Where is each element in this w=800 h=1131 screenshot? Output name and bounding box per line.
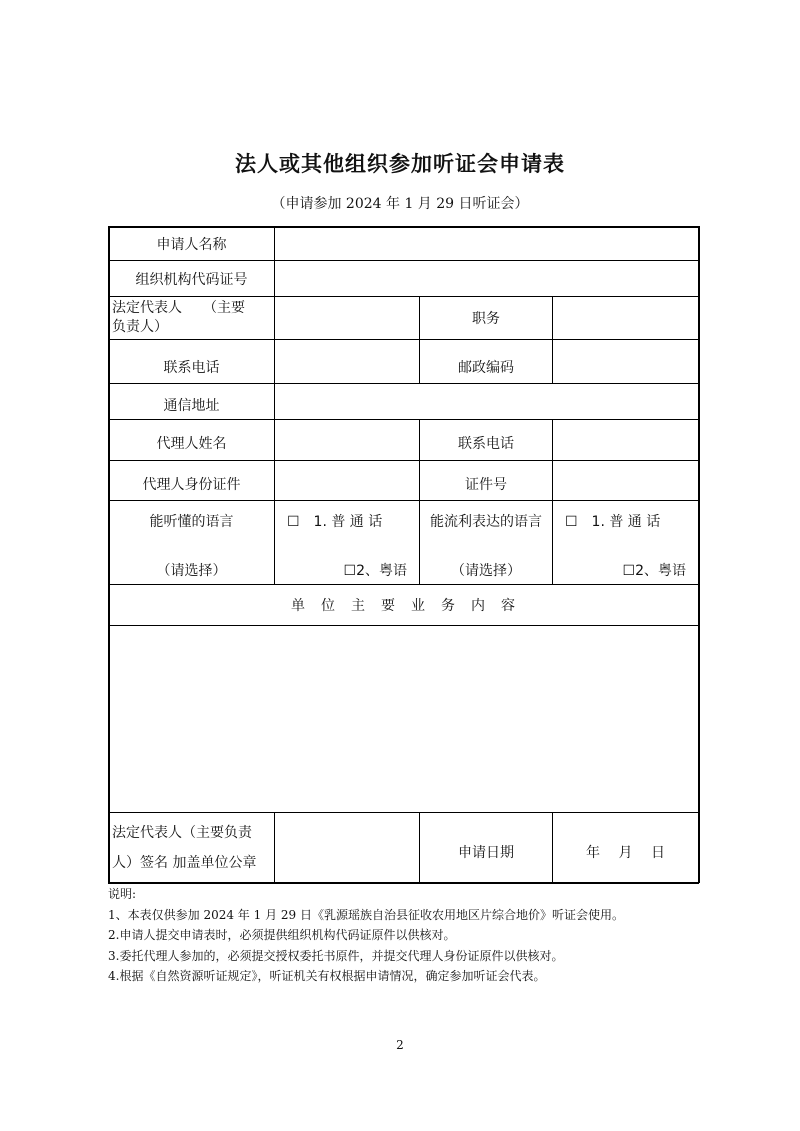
label-postcode: 邮政编码	[458, 359, 514, 376]
page-number: 2	[396, 1038, 404, 1052]
postcode-field[interactable]	[553, 340, 698, 383]
label-applicant-name: 申请人名称	[156, 236, 227, 253]
legal-rep-field[interactable]	[275, 297, 419, 339]
notes-heading: 说明:	[108, 887, 137, 901]
agent-name-field[interactable]	[275, 420, 419, 460]
signature-field[interactable]	[275, 813, 419, 882]
understand-lang-options	[275, 501, 419, 584]
label-apply-date: 申请日期	[458, 844, 514, 861]
label-signature-line2: 人）签名 加盖单位公章	[112, 854, 257, 871]
label-legal-rep	[109, 297, 274, 339]
label-please-select-2: （请选择）	[451, 563, 521, 579]
form-title: 法人或其他组织参加听证会申请表	[235, 152, 565, 176]
label-org-code: 组织机构代码证号	[135, 271, 248, 288]
speak-lang-options	[553, 501, 698, 584]
note-item-1: 1、本表仅供参加 2024 年 1 月 29 日《乳源瑶族自治县征收农用地区片综合地价》听证会使用。	[108, 907, 624, 922]
phone-field[interactable]	[275, 340, 419, 383]
id-number-field[interactable]	[553, 461, 698, 500]
note-item-4: 4.根据《自然资源听证规定》，听证机关有权根据申请情况，确定参加听证会代表。	[108, 969, 546, 983]
applicant-name-field[interactable]	[275, 227, 698, 260]
label-phone: 联系电话	[163, 359, 220, 376]
label-legal-rep-line1: 法定代表人 （主要	[112, 300, 245, 316]
checkbox-mandarin-2[interactable]: ☐ 1. 普 通 话	[565, 514, 661, 530]
label-signature	[109, 813, 274, 882]
label-agent-id-doc: 代理人身份证件	[142, 476, 241, 493]
org-code-field[interactable]	[275, 261, 698, 296]
label-speak-lang: 能流利表达的语言	[430, 514, 542, 530]
apply-date-field[interactable]: 年 月 日	[586, 844, 665, 861]
checkbox-cantonese-1[interactable]: ☐2、粤语	[343, 563, 407, 579]
note-item-2: 2.申请人提交申请表时，必须提供组织机构代码证原件以供核对。	[108, 928, 456, 942]
label-signature-line1: 法定代表人（主要负责	[112, 824, 252, 841]
form-subtitle: （申请参加 2024 年 1 月 29 日听证会）	[271, 196, 529, 212]
label-understand-lang-cell	[109, 501, 274, 584]
position-field[interactable]	[553, 297, 698, 339]
label-legal-rep-line2: 负责人）	[112, 319, 168, 335]
address-field[interactable]	[275, 384, 698, 419]
label-position: 职务	[472, 311, 500, 327]
note-item-3: 3.委托代理人参加的，必须提交授权委托书原件，并提交代理人身份证原件以供核对。	[108, 948, 564, 963]
label-id-number: 证件号	[465, 476, 507, 493]
agent-phone-field[interactable]	[553, 420, 698, 460]
business-header: 单 位 主 要 业 务 内 容	[291, 598, 516, 614]
label-address: 通信地址	[163, 397, 220, 414]
label-agent-phone: 联系电话	[458, 436, 514, 452]
checkbox-mandarin-1[interactable]: ☐ 1. 普 通 话	[287, 514, 383, 530]
business-content-field[interactable]	[109, 626, 698, 812]
label-agent-name: 代理人姓名	[156, 436, 227, 452]
agent-id-doc-field[interactable]	[275, 461, 419, 500]
label-speak-lang-cell	[420, 501, 552, 584]
checkbox-cantonese-2[interactable]: ☐2、粤语	[622, 563, 686, 579]
label-understand-lang: 能听懂的语言	[149, 514, 234, 530]
label-please-select-1: （请选择）	[156, 563, 227, 579]
notes	[108, 884, 624, 987]
